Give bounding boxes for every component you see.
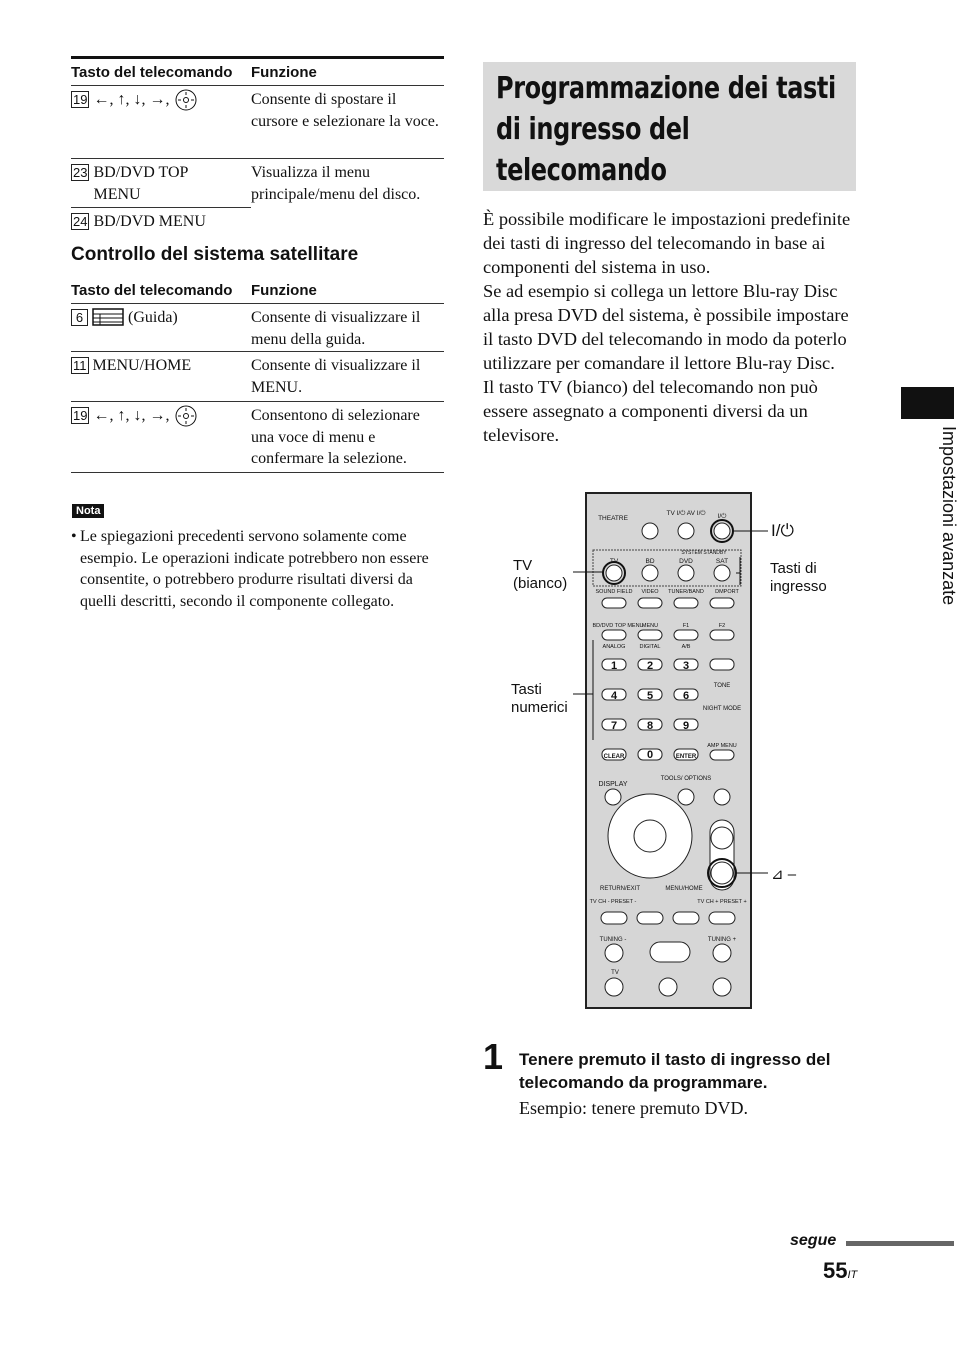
table-2 xyxy=(71,277,444,473)
key-label: MENU/HOME xyxy=(92,357,192,374)
intro-text xyxy=(483,207,863,447)
center-dial-icon xyxy=(173,405,199,466)
label-tv xyxy=(513,557,573,593)
remote-label: VIDEO xyxy=(641,589,659,595)
remote-label: I/⏻ xyxy=(717,513,727,520)
table-row xyxy=(71,304,444,351)
remote-key: 8 xyxy=(646,720,654,732)
remote-key: 7 xyxy=(610,720,618,732)
step-example: Esempio: tenere premuto DVD. xyxy=(519,1098,748,1118)
remote-key: 2 xyxy=(646,660,654,672)
ref-number: 19 xyxy=(73,408,88,423)
remote-key: CLEAR xyxy=(603,754,625,760)
remote-label: A/B xyxy=(681,644,691,650)
note-text: • Le spiegazioni precedenti servono solamente come esempio. Le operazioni indicate potrebbero non essere consentite, o potrebbero produrre risultati diversi da quelli descritti, secondo il componente collegato. xyxy=(71,526,443,612)
function-text: Consente di spostare il cursore e selezionare la voce. xyxy=(251,91,439,130)
label-volume: ⊿ – xyxy=(771,866,797,883)
key-label: (Guida) xyxy=(128,309,178,326)
nota-badge: Nota xyxy=(72,504,104,518)
guide-icon xyxy=(92,307,124,345)
table-row xyxy=(71,86,444,158)
col-header: Tasto del telecomando xyxy=(71,281,233,299)
remote-label: TONE xyxy=(713,683,731,689)
remote-label: F1 xyxy=(682,623,690,629)
label-text: TV (bianco) xyxy=(513,557,568,592)
remote-label: TV I/⏻ AV I/⏻ xyxy=(666,510,706,517)
step-text: Tenere premuto il tasto di ingresso del telecomando da programmare. xyxy=(519,1050,831,1092)
key-label: BD/DVD TOP MENU xyxy=(93,164,188,203)
remote-label: SAT xyxy=(715,558,729,565)
remote-key: 9 xyxy=(682,720,690,732)
center-dial-icon xyxy=(173,89,199,152)
ref-number: 23 xyxy=(73,165,88,180)
remote-key: 6 xyxy=(682,690,690,702)
paragraph: Se ad esempio si collega un lettore Blu-ray Disc alla presa DVD del sistema, è possibile impostare il tasto DVD del telecomando in modo da poterlo utilizzare per comandare il lettore Blu-ray Disc. xyxy=(483,281,849,373)
remote-label: TUNER/BAND xyxy=(668,589,704,595)
remote-label: SOUND FIELD xyxy=(595,589,633,595)
function-text: Consente di visualizzare il menu della guida. xyxy=(251,309,421,348)
remote-label: ANALOG xyxy=(602,644,626,650)
remote-label: DISPLAY xyxy=(598,781,628,788)
remote-label: TV CH - PRESET - xyxy=(589,899,637,905)
table-row xyxy=(71,159,444,207)
remote-label: RETURN/EXIT xyxy=(599,886,641,892)
remote-label: AMP MENU xyxy=(707,743,737,749)
remote-key: 5 xyxy=(646,690,654,702)
remote-label: MENU/HOME xyxy=(665,886,703,892)
table-row xyxy=(71,208,444,236)
side-tab-label: Impostazioni avanzate xyxy=(939,426,959,606)
remote-key: 4 xyxy=(610,690,618,702)
note-body: Le spiegazioni precedenti servono solamente come esempio. Le operazioni indicate potrebbero non essere consentite, o potrebbero produrre risultati diversi da quelli descritti, secondo il componente collegato. xyxy=(80,528,429,610)
remote-label: THEATRE xyxy=(598,515,628,522)
remote-label: DVD xyxy=(679,558,693,565)
remote-label: TOOLS/ OPTIONS xyxy=(660,776,712,782)
label-power: I/⏻ xyxy=(771,521,794,540)
segue-bar xyxy=(846,1241,954,1246)
remote-label: DMPORT xyxy=(715,589,739,595)
segue-label: segue xyxy=(790,1232,837,1249)
label-numeric-keys: Tasti numerici xyxy=(511,681,568,716)
function-text: Consente di visualizzare il MENU. xyxy=(251,357,421,396)
remote-label: TV CH + PRESET + xyxy=(697,899,747,905)
remote-label: DIGITAL xyxy=(639,644,661,650)
col-header: Funzione xyxy=(251,281,317,299)
remote-key: 0 xyxy=(646,749,654,761)
step-number: 1 xyxy=(483,1036,504,1077)
function-text: Visualizza il menu principale/menu del disco. xyxy=(251,164,421,203)
page-suffix: IT xyxy=(847,1269,858,1281)
page-number xyxy=(823,1258,857,1284)
ref-number: 24 xyxy=(73,214,88,229)
remote-label: TV xyxy=(609,558,619,565)
remote-key: 1 xyxy=(610,660,618,672)
col-header: Funzione xyxy=(251,63,317,81)
remote-label: TUNING - xyxy=(599,937,627,943)
ref-number: 19 xyxy=(73,92,88,107)
remote-label: F2 xyxy=(718,623,726,629)
remote-key: ENTER xyxy=(675,754,697,760)
key-label: BD/DVD MENU xyxy=(93,213,206,230)
col-header: Tasto del telecomando xyxy=(71,63,233,81)
table-row xyxy=(71,352,444,401)
key-label: ←, ↑, ↓, →, xyxy=(93,407,170,424)
remote-key: 3 xyxy=(682,660,690,672)
remote-label: BD xyxy=(645,558,655,565)
side-tab-marker xyxy=(901,387,954,419)
remote-label: MENU xyxy=(641,623,659,629)
function-text: Consentono di selezionare una voce di menu e confermare la selezione. xyxy=(251,407,420,467)
page-title: Programmazione dei tasti di ingresso del telecomando xyxy=(496,71,836,188)
remote-label: SYSTEM STANDBY xyxy=(681,550,727,556)
ref-number: 6 xyxy=(71,309,88,326)
label-input-keys: Tasti di ingresso xyxy=(770,560,827,595)
page-num: 55 xyxy=(823,1258,848,1283)
ref-number: 11 xyxy=(73,358,87,373)
table-row xyxy=(71,402,444,472)
section-heading: Controllo del sistema satellitare xyxy=(71,244,359,265)
table-1 xyxy=(71,56,444,236)
remote-label: TV xyxy=(611,970,619,976)
remote-label: BD/DVD TOP MENU xyxy=(592,623,644,629)
title-box xyxy=(483,62,856,191)
remote-label: TUNING + xyxy=(707,937,737,943)
key-label: ←, ↑, ↓, →, xyxy=(93,91,170,108)
paragraph: Il tasto TV (bianco) del telecomando non può essere assegnato a componenti diversi da un televisore. xyxy=(483,377,818,445)
remote-label: NIGHT MODE xyxy=(702,706,742,712)
paragraph: È possibile modificare le impostazioni predefinite dei tasti di ingresso del telecomando in base ai componenti del sistema in uso. xyxy=(483,209,851,277)
